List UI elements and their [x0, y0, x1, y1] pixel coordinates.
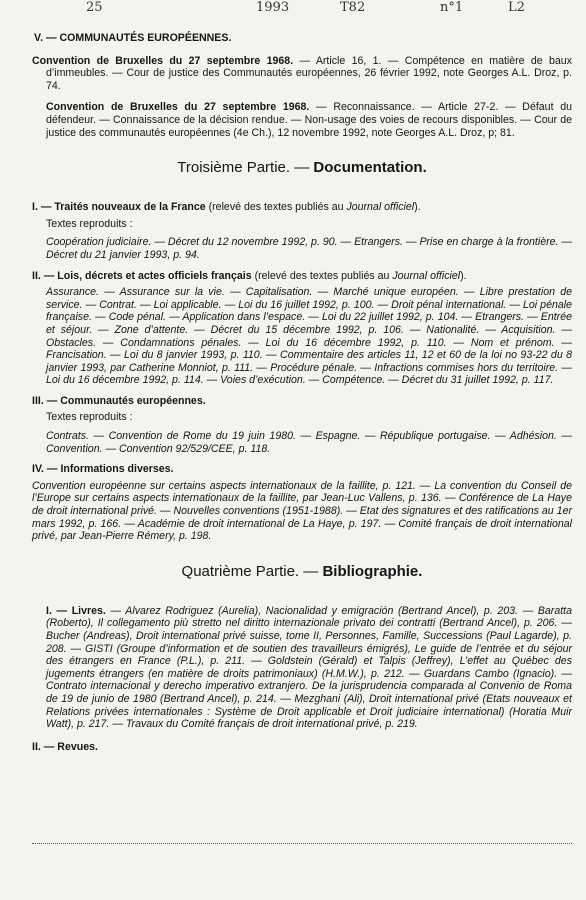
part-label: Troisième Partie. —: [177, 159, 314, 177]
section-v-title: V. — COMMUNAUTÉS EUROPÉENNES.: [34, 32, 232, 44]
case-entry: [32, 101, 572, 139]
doc-section-iv-text: Convention européenne sur certains aspects internationaux de la faillite, p. 121. — La convention du Conseil de l’Europe sur certains aspects internationaux de la faillite, par Jean-Luc Vallens, p. 136. — Conférence de La Haye de droit international privé. — Nouvelles conventions (1951-1988). — Etat des signatures et des ratifications au 1er mars 1992, p. 166. — Académie de droit international de La Haye, p. 197. — Comité français de droit international privé, par Jean-Pierre Rémery, p. 198.: [32, 479, 572, 543]
handwritten-note: 1993: [256, 0, 290, 15]
doc-section-iii-heading: III. — Communautés européennes.: [32, 394, 206, 407]
case-title: Convention de Bruxelles du 27 septembre 1968.: [46, 101, 310, 114]
part-name: Documentation.: [313, 159, 427, 177]
dotted-rule: [32, 843, 572, 845]
part-three-title: [32, 159, 572, 177]
part-four-title: [32, 563, 572, 581]
textes-reproduits-label: Textes reproduits :: [46, 411, 133, 424]
doc-section-iii-text: Contrats. — Convention de Rome du 19 juin 1980. — Espagne. — République portugaise. — Adhésion. — Convention. — Convention 92/529/CEE, p. 118.: [46, 430, 572, 455]
doc-section-i-text: Coopération judiciaire. — Décret du 12 novembre 1992, p. 90. — Etrangers. — Prise en charge à la frontière. — Décret du 21 janvier 1993, p. 94.: [46, 236, 572, 261]
part-name: Bibliographie.: [322, 562, 423, 580]
biblio-books: [32, 605, 572, 731]
textes-reproduits-label: Textes reproduits :: [46, 217, 133, 230]
case-text: — Reconnaissance. — Article 27-2. — Défaut du défendeur. — Connaissance de la décision rendue. — Non-usage des voies de recours disponibles. — Cour de justice des communautés européennes (4e Ch.), 12 novembre 1992, note Georges A.L. Droz, p; 81.: [46, 101, 572, 139]
doc-section-ii-text: Assurance. — Assurance sur la vie. — Capitalisation. — Marché unique européen. — Libre prestation de service. — Contrat. — Loi applicable. — Loi du 16 juillet 1992, p. 100. — Droit pénal international. — Loi pénale française. — Code pénal. — Application dans l’espace. — Loi du 22 juillet 1992, p. 104. — Etrangers. — Entrée et séjour. — Zone d’attente. — Décret du 15 décembre 1992, p. 106. — Nationalité. — Acquisition. — Obstacles. — Condamnations pénales. — Loi du 16 décembre 1992, p. 110. — Nom et prénom. — Francisation. — Loi du 8 janvier 1993, p. 110. — Commentaire des articles 11, 12 et 60 de la loi no 93-22 du 8 janvier 1993, par Catherine Monniot, p. 111. — Procédure pénale. — Infractions commises hors du territoire. — Loi du 16 décembre 1992, p. 114. — Voies d’exécution. — Compétence. — Décret du 31 juillet 1992, p. 117.: [46, 286, 572, 387]
part-label: Quatrième Partie. —: [181, 562, 323, 580]
document-page: [32, 28, 572, 757]
handwritten-note: T82: [340, 0, 366, 15]
doc-section-ii-heading: II. — Lois, décrets et actes officiels français (relevé des textes publiés au Journal officiel).: [32, 269, 467, 282]
biblio-books-heading: I. — Livres.: [46, 604, 106, 617]
handwritten-note: n°1: [440, 0, 464, 15]
handwritten-note: L2: [508, 0, 525, 15]
doc-section-iv-heading: IV. — Informations diverses.: [32, 463, 174, 476]
handwritten-annotations: [0, 0, 586, 26]
case-title: Convention de Bruxelles du 27 septembre 1968.: [32, 54, 294, 67]
doc-section-i-heading: I. — Traités nouveaux de la France (relevé des textes publiés au Journal officiel).: [32, 201, 421, 214]
case-text: — Article 16, 1. — Compétence en matière de baux d’immeubles. — Cour de justice des Communautés européennes, 26 février 1992, note Georges A.L. Droz, p. 74.: [46, 54, 572, 92]
biblio-reviews-heading: II. — Revues.: [32, 740, 98, 753]
case-entry: [32, 55, 572, 93]
biblio-books-text: — Alvarez Rodriguez (Aurelia), Nacionalidad y emigración (Bertrand Ancel), p. 203. — Baratta (Roberto), Il collegamento più stretto nel diritto internazionale privato dei contratti (Bertrand Ancel), p. 206. — Bucher (Andreas), Droit international privé suisse, tome II, Personnes, Famille, Successions (Paul Lagarde), p. 208. — GISTI (Groupe d’information et de soutien des travailleurs émigrés), Le guide de l’entrée et du séjour des étrangers en France (P.L.), p. 211. — Goldstein (Gérald) et Talpis (Jeffrey), L’effet au Québec des jugements étrangers (en matière de droits patrimoniaux) (H.M.W.), p. 212. — Guardans Cambo (Ignacio). — Contrato internacional y derecho imperativo extranjero. De la jurisprudencia comparada al Convenio de Roma de 19 de junio de 1980 (Bertrand Ancel), p. 214. — Mezghani (Ali), Droit international privé (Etats nouveaux et Relations privées internationales : Système de Droit applicable et Droit judiciaire international) (Horatia Muir Watt), p. 217. — Travaux du Comité français de droit international privé, p. 219.: [46, 604, 572, 731]
handwritten-note: 25: [86, 0, 103, 15]
